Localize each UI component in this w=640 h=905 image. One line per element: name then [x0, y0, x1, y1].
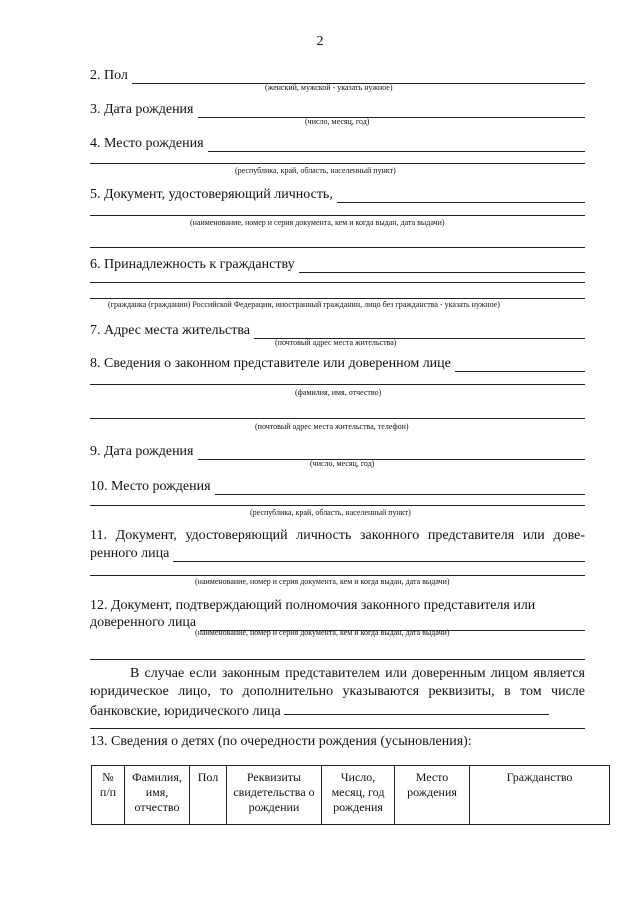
citizenship-line-3[interactable] [90, 298, 585, 299]
legal-entity-note [90, 665, 585, 721]
rep-authority-doc-line-2[interactable] [90, 659, 585, 660]
sex-input-line[interactable] [132, 69, 585, 84]
col-birth-place: Место рождения [395, 766, 470, 825]
birth-date-field[interactable] [90, 101, 585, 118]
col-citizenship: Гражданство [470, 766, 610, 825]
children-table-header [92, 766, 610, 825]
citizenship-input-line[interactable] [299, 258, 585, 273]
rep-identity-doc-label-2: ренного лица [90, 546, 170, 561]
rep-birth-place-label: 10. Место рождения [90, 479, 211, 494]
sex-field[interactable] [90, 67, 585, 84]
birth-date-hint: (число, месяц, год) [305, 117, 370, 126]
rep-identity-doc-line-2[interactable] [90, 575, 585, 576]
col-birth-certificate: Реквизиты свидетельства о рождении [227, 766, 322, 825]
col-full-name: Фамилия, имя, отчество [125, 766, 190, 825]
representative-field[interactable] [90, 355, 585, 372]
identity-doc-field[interactable] [90, 186, 585, 203]
rep-authority-doc-heading [90, 597, 585, 614]
rep-identity-doc-input-line[interactable] [173, 547, 585, 562]
representative-address-line[interactable] [90, 418, 585, 419]
col-number: № п/п [92, 766, 125, 825]
birth-date-label: 3. Дата рождения [90, 102, 194, 117]
rep-birth-place-field[interactable] [90, 478, 585, 495]
rep-authority-doc-hint: (наименование, номер и серия документа, кем и когда выдан, дата выдачи) [195, 628, 450, 637]
representative-name-line[interactable] [90, 384, 585, 385]
legal-entity-note-line-2: юридическое лицо, то дополнительно указываются реквизиты, в том числе [90, 684, 585, 699]
birth-place-line-2[interactable] [90, 163, 585, 164]
address-input-line[interactable] [254, 324, 585, 339]
page-number: 2 [316, 34, 324, 49]
rep-identity-doc-hint: (наименование, номер и серия документа, кем и когда выдан, дата выдачи) [195, 577, 450, 586]
rep-identity-doc-field[interactable] [90, 545, 585, 562]
children-table [91, 765, 610, 825]
rep-identity-doc-heading [90, 527, 585, 544]
citizenship-line-2[interactable] [90, 282, 585, 283]
rep-birth-date-hint: (число, месяц, год) [310, 459, 375, 468]
identity-doc-label: 5. Документ, удостоверяющий личность, [90, 187, 333, 202]
identity-doc-line-2[interactable] [90, 215, 585, 216]
birth-place-hint: (республика, край, область, населенный пункт) [235, 166, 396, 175]
rep-authority-doc-label-1: 12. Документ, подтверждающий полномочия законного представителя или [90, 598, 536, 613]
rep-birth-place-line-2[interactable] [90, 505, 585, 506]
birth-date-input-line[interactable] [198, 103, 586, 118]
identity-doc-input-line[interactable] [337, 188, 585, 203]
rep-birth-date-label: 9. Дата рождения [90, 444, 194, 459]
legal-entity-line-2[interactable] [90, 728, 585, 729]
rep-birth-date-input-line[interactable] [198, 445, 586, 460]
representative-address-hint: (почтовый адрес места жительства, телефон) [255, 422, 409, 431]
rep-authority-doc-label-2: доверенного лица [90, 615, 197, 630]
identity-doc-hint: (наименование, номер и серия документа, кем и когда выдан, дата выдачи) [190, 218, 445, 227]
address-field[interactable] [90, 322, 585, 339]
rep-birth-date-field[interactable] [90, 443, 585, 460]
citizenship-hint: (гражданка (гражданин) Российской Федерации, иностранный гражданин, лицо без гражданства - указать нужное) [108, 300, 500, 309]
address-label: 7. Адрес места жительства [90, 323, 250, 338]
identity-doc-line-3[interactable] [90, 247, 585, 248]
citizenship-field[interactable] [90, 256, 585, 273]
sex-hint: (женский, мужской - указать нужное) [265, 83, 393, 92]
rep-identity-doc-label-1: 11. Документ, удостоверяющий личность законного представителя или дове- [90, 528, 585, 543]
sex-label: 2. Пол [90, 68, 128, 83]
representative-label: 8. Сведения о законном представителе или доверенном лице [90, 356, 451, 371]
children-heading-row [90, 733, 585, 750]
col-birth-date: Число, месяц, год рождения [322, 766, 395, 825]
legal-entity-note-line-3-wrap [90, 701, 585, 721]
col-sex: Пол [190, 766, 227, 825]
birth-place-input-line[interactable] [208, 137, 585, 152]
legal-entity-note-line-3: банковские, юридического лица [90, 704, 281, 719]
representative-name-hint: (фамилия, имя, отчество) [295, 388, 382, 397]
children-heading: 13. Сведения о детях (по очередности рождения (усыновления): [90, 734, 472, 749]
birth-place-field[interactable] [90, 135, 585, 152]
rep-birth-place-hint: (республика, край, область, населенный пункт) [250, 508, 411, 517]
address-hint: (почтовый адрес места жительства) [275, 338, 397, 347]
legal-entity-input-line[interactable] [284, 701, 549, 715]
citizenship-label: 6. Принадлежность к гражданству [90, 257, 295, 272]
birth-place-label: 4. Место рождения [90, 136, 204, 151]
rep-birth-place-input-line[interactable] [215, 480, 585, 495]
legal-entity-note-line-1: В случае если законным представителем или доверенным лицом является [130, 666, 585, 681]
representative-input-line[interactable] [455, 357, 585, 372]
